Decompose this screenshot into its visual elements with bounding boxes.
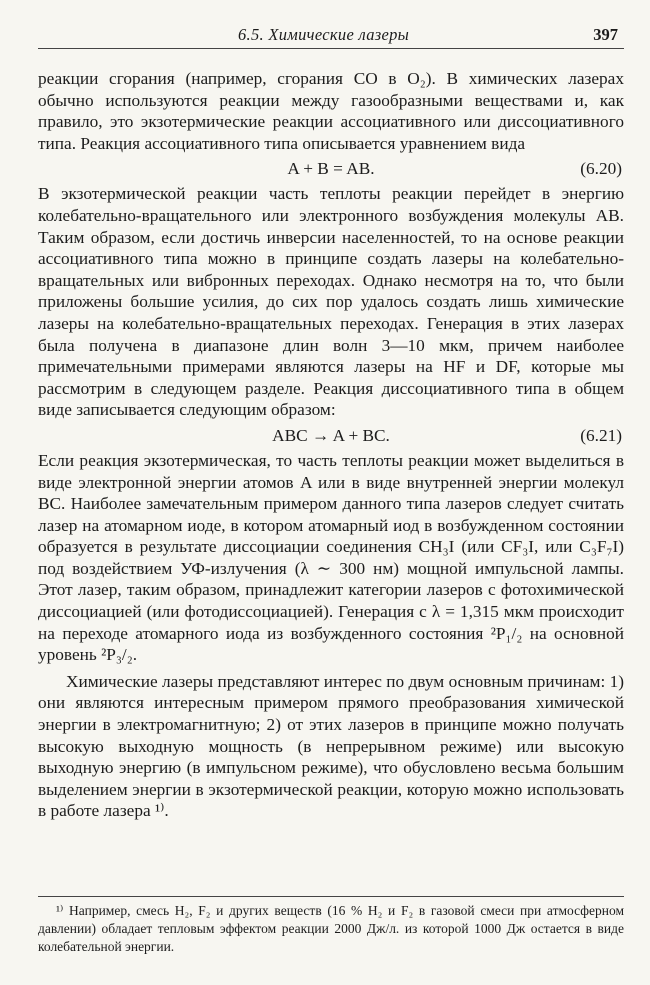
equation-6-20 [38,158,624,180]
equation-6-21 [38,425,624,447]
paragraph-1: реакции сгорания (например, сгорания CO в O₂). В химических лазерах обычно используются реакции между газообразными веществами и, как правило, это экзотермические реакции ассоциативного или диссоциативного типа. Реакция ассоциативного типа описывается уравнением вида [38,69,624,153]
equation-number: (6.21) [580,425,622,445]
paragraph-2: В экзотермической реакции часть теплоты реакции перейдет в энергию колебательно-вращательного или электронного возбуждения молекулы AB. Таким образом, если достичь инверсии населенностей, то на основе реакции ассоциативного типа можно в принципе создать лазеры на колебательно-вращательных или вибронных переходах. Однако несмотря на то, что были приложены большие усилия, до сих пор удалось создать лишь химические лазеры на колебательно-вращательных переходах. Генерация в этих лазерах была получена в диапазоне длин волн 3—10 мкм, причем наиболее примечательными примерами являются лазеры на HF и DF, которые мы рассмотрим в следующем разделе. Реакция диссоциативного типа в общем виде записывается следующим образом: [38,184,624,420]
equation-expression: ABC → A + BC. [272,425,390,445]
paragraph-3: Если реакция экзотермическая, то часть теплоты реакции может выделиться в виде электронной энергии атомов A или в виде внутренней энергии молекул BC. Наиболее замечательным примером данного типа лазеров следует считать лазер на атомарном иоде, в котором атомарный иод в возбужденном состоянии образуется в результате диссоциации соединения CH₃I (или CF₃I, или C₃F₇I) под воздействием УФ-излучения (λ ∼ 300 нм) мощной импульсной лампы. Этот лазер, таким образом, принадлежит категории лазеров с фотохимической диссоциацией (или фотодиссоциацией). Генерация с λ = 1,315 мкм происходит на переходе атомарного иода из возбужденного состояния ²P₁/₂ на основной уровень ²P₃/₂. [38,450,624,665]
equation-number: (6.20) [580,159,622,179]
section-title: 6.5. Химические лазеры [238,25,410,44]
page-number: 397 [593,25,618,44]
paragraph-4: Химические лазеры представляют интерес по двум основным причинам: 1) они являются интересным примером прямого преобразования химической энергии в электромагнитную; 2) от этих лазеров в принципе можно получать высокую выходную мощность (в непрерывном режиме) или высокую выходную энергию (в импульсном режиме), что обусловлено весьма большим выделением энергии в экзотермической реакции, которую можно использовать в работе лазера ¹⁾. [38,671,624,821]
footnotes [38,896,624,956]
running-header [38,22,624,49]
equation-expression: A + B = AB. [287,159,375,179]
footnote-1: ¹⁾ Например, смесь H₂, F₂ и других веществ (16 % H₂ и F₂ в газовой смеси при атмосферном давлении) обладает тепловым эффектом реакции 2000 Дж/л. из которой 1000 Дж остается в виде колебательной энергии. [38,903,624,954]
main-text [38,68,624,822]
